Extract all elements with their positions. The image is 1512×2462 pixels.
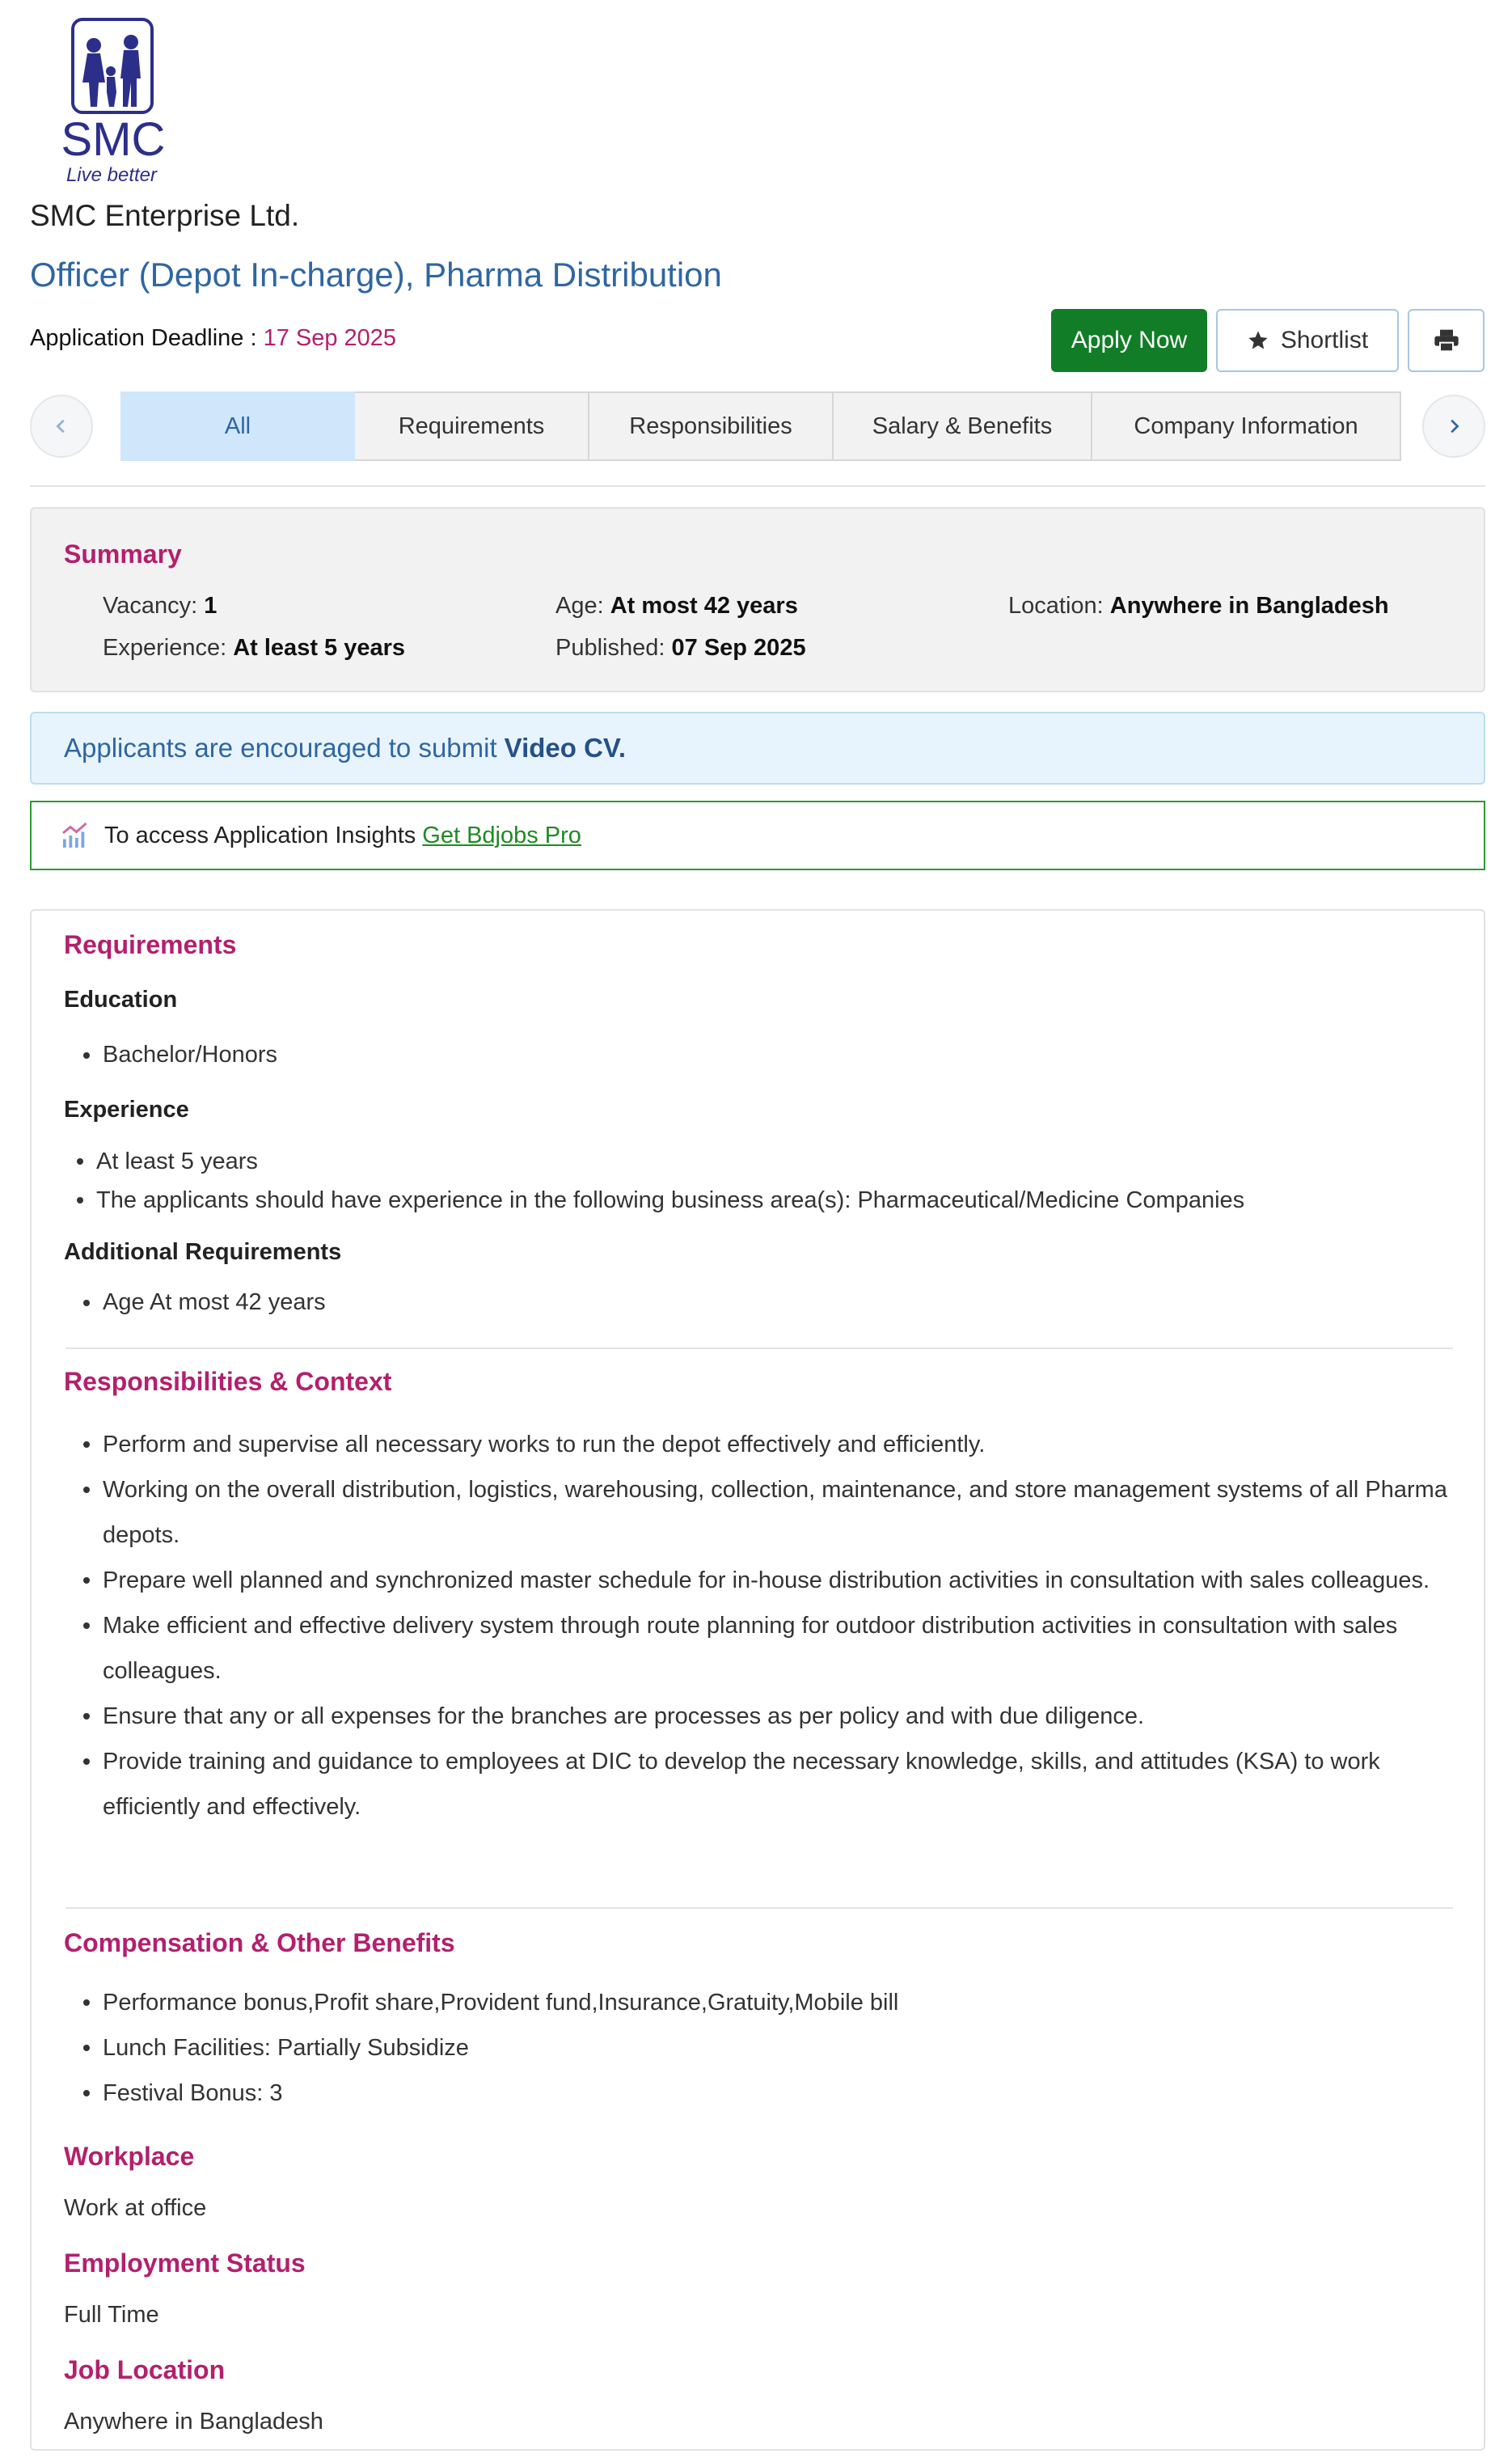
list-item: Prepare well planned and synchronized master schedule for in-house distribution activities in consultation with sales colleagues. bbox=[103, 1558, 1461, 1603]
company-logo bbox=[42, 18, 188, 188]
divider bbox=[30, 485, 1485, 487]
education-title: Education bbox=[64, 987, 178, 1013]
additional-requirements-title: Additional Requirements bbox=[64, 1239, 342, 1265]
tabs-next-button[interactable] bbox=[1422, 395, 1485, 458]
workplace-value: Work at office bbox=[64, 2195, 207, 2221]
compensation-list bbox=[103, 1980, 898, 2116]
job-location-title: Job Location bbox=[64, 2355, 226, 2384]
summary-published: Published: 07 Sep 2025 bbox=[555, 635, 806, 661]
tab-company-information[interactable]: Company Information bbox=[1092, 391, 1401, 461]
list-item: Ensure that any or all expenses for the branches are processes as per policy and with due diligence. bbox=[103, 1694, 1461, 1739]
list-item: Lunch Facilities: Partially Subsidize bbox=[103, 2025, 898, 2071]
deadline-date: 17 Sep 2025 bbox=[263, 325, 397, 351]
requirements-title: Requirements bbox=[64, 930, 237, 959]
video-cv-emphasis: Video CV. bbox=[504, 733, 627, 763]
experience-title: Experience bbox=[64, 1097, 189, 1123]
insights-chart-icon bbox=[61, 821, 90, 850]
divider bbox=[65, 1347, 1453, 1349]
list-item: Bachelor/Honors bbox=[103, 1042, 277, 1068]
list-item: Provide training and guidance to employees at DIC to develop the necessary knowledge, skills, and attitudes (KSA) to work efficiently and effectively. bbox=[103, 1739, 1461, 1830]
tab-salary-benefits[interactable]: Salary & Benefits bbox=[834, 391, 1092, 461]
list-item: Festival Bonus: 3 bbox=[103, 2071, 898, 2116]
employment-status-title: Employment Status bbox=[64, 2248, 306, 2278]
chevron-right-icon bbox=[1445, 417, 1463, 435]
summary-experience: Experience: At least 5 years bbox=[103, 635, 406, 661]
shortlist-button[interactable] bbox=[1216, 309, 1399, 372]
list-item: The applicants should have experience in the following business area(s): Pharmaceutical/Medicine Companies bbox=[96, 1181, 1244, 1220]
compensation-title: Compensation & Other Benefits bbox=[64, 1928, 455, 1957]
summary-location: Location: Anywhere in Bangladesh bbox=[1008, 593, 1389, 619]
video-cv-text: Applicants are encouraged to submit bbox=[64, 733, 497, 763]
experience-list bbox=[96, 1142, 1244, 1220]
workplace-title: Workplace bbox=[64, 2142, 195, 2171]
summary-box bbox=[30, 507, 1485, 692]
employment-status-value: Full Time bbox=[64, 2302, 159, 2328]
education-list bbox=[103, 1042, 277, 1068]
tab-responsibilities[interactable]: Responsibilities bbox=[589, 391, 834, 461]
summary-age: Age: At most 42 years bbox=[555, 593, 798, 619]
summary-title: Summary bbox=[64, 539, 182, 569]
svg-text:SMC: SMC bbox=[61, 113, 166, 166]
star-icon bbox=[1247, 329, 1269, 352]
video-cv-notice bbox=[30, 712, 1485, 785]
get-bdjobs-pro-link[interactable]: Get Bdjobs Pro bbox=[422, 822, 581, 848]
tab-all[interactable]: All bbox=[120, 391, 355, 461]
responsibilities-list bbox=[103, 1422, 1461, 1830]
svg-text:Live better: Live better bbox=[65, 164, 158, 186]
list-item: Make efficient and effective delivery system through route planning for outdoor distribution activities in consultation with sales colleagues. bbox=[103, 1603, 1461, 1694]
job-location-value: Anywhere in Bangladesh bbox=[64, 2409, 323, 2435]
printer-icon bbox=[1434, 328, 1459, 353]
deadline-label: Application Deadline : bbox=[30, 325, 257, 351]
application-insights-banner bbox=[30, 801, 1485, 870]
shortlist-label: Shortlist bbox=[1280, 327, 1369, 353]
list-item: Perform and supervise all necessary works to run the depot effectively and efficiently. bbox=[103, 1422, 1461, 1467]
tab-bar bbox=[120, 391, 1401, 461]
list-item: At least 5 years bbox=[96, 1142, 1244, 1181]
tabs-prev-button[interactable] bbox=[30, 395, 93, 458]
list-item: Performance bonus,Profit share,Provident fund,Insurance,Gratuity,Mobile bill bbox=[103, 1980, 898, 2025]
responsibilities-title: Responsibilities & Context bbox=[64, 1367, 392, 1396]
family-logo-icon bbox=[42, 18, 188, 188]
job-title: Officer (Depot In-charge), Pharma Distribution bbox=[30, 256, 722, 294]
print-button[interactable] bbox=[1408, 309, 1485, 372]
application-deadline bbox=[30, 325, 396, 352]
section-tabs bbox=[30, 391, 1485, 461]
additional-requirements-list bbox=[103, 1289, 326, 1316]
chevron-left-icon bbox=[53, 417, 70, 435]
company-name: SMC Enterprise Ltd. bbox=[30, 199, 300, 232]
tab-requirements[interactable]: Requirements bbox=[355, 391, 589, 461]
list-item: Working on the overall distribution, logistics, warehousing, collection, maintenance, and store management systems of all Pharma depots. bbox=[103, 1467, 1461, 1558]
list-item: Age At most 42 years bbox=[103, 1289, 326, 1315]
summary-vacancy: Vacancy: 1 bbox=[103, 593, 218, 619]
insights-text: To access Application Insights bbox=[104, 822, 416, 848]
job-details-panel bbox=[30, 909, 1485, 2451]
divider bbox=[65, 1907, 1453, 1909]
apply-now-button[interactable]: Apply Now bbox=[1051, 309, 1207, 372]
